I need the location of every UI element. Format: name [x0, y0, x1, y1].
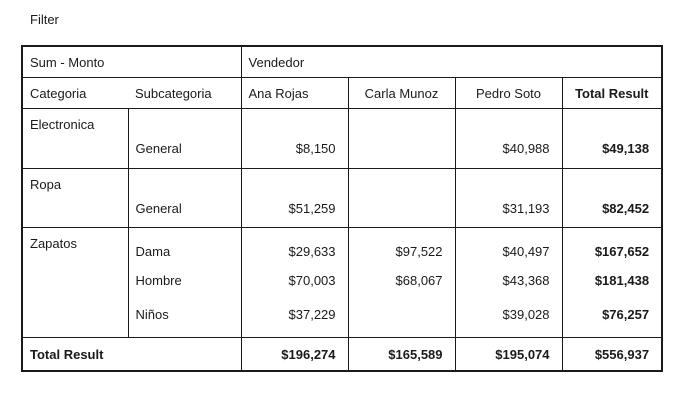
table-row — [22, 169, 662, 228]
column-header-pedro-soto[interactable]: Pedro Soto — [455, 78, 562, 109]
value-cell[interactable]: $31,193 — [455, 169, 562, 228]
row-total-cell — [562, 228, 662, 338]
row-total-cell[interactable]: $167,652 — [594, 244, 650, 259]
value-cell[interactable]: $68,067 — [395, 273, 443, 288]
value-cell[interactable]: $70,003 — [288, 273, 336, 288]
value-cell[interactable]: $8,150 — [241, 109, 348, 169]
category-cell[interactable]: Ropa — [22, 169, 128, 228]
row-total-cell[interactable]: $76,257 — [602, 307, 650, 322]
value-cell[interactable] — [349, 307, 443, 322]
grand-total-cell[interactable]: $165,589 — [348, 338, 455, 372]
subcategory-cell[interactable]: General — [128, 109, 241, 169]
value-cell — [241, 228, 348, 338]
value-cell[interactable]: $40,497 — [502, 244, 550, 259]
category-cell[interactable]: Electronica — [22, 109, 128, 169]
column-field-label[interactable]: Vendedor — [241, 46, 662, 78]
row-total-cell[interactable]: $82,452 — [562, 169, 662, 228]
subcategory-cell — [128, 228, 241, 338]
value-cell[interactable]: $37,229 — [288, 307, 336, 322]
value-cell[interactable]: $40,988 — [455, 109, 562, 169]
value-cell — [348, 228, 455, 338]
row-field-subcategoria[interactable]: Subcategoria — [128, 78, 241, 109]
pivot-header-row-2 — [22, 78, 662, 109]
column-header-ana-rojas[interactable]: Ana Rojas — [241, 78, 348, 109]
pivot-header-row-1 — [22, 46, 662, 78]
grand-total-cell[interactable]: $195,074 — [455, 338, 562, 372]
value-cell[interactable]: $51,259 — [241, 169, 348, 228]
row-field-categoria[interactable]: Categoria — [22, 78, 128, 109]
subcategory-ninos[interactable]: Niños — [135, 307, 169, 322]
value-cell[interactable]: $43,368 — [502, 273, 550, 288]
subcategory-hombre[interactable]: Hombre — [135, 273, 182, 288]
data-field-label[interactable]: Sum - Monto — [22, 46, 241, 78]
value-cell[interactable]: $39,028 — [502, 307, 550, 322]
grand-total-cell[interactable]: $196,274 — [241, 338, 348, 372]
grand-total-cell[interactable]: $556,937 — [562, 338, 662, 372]
grand-total-row — [22, 338, 662, 372]
subcategory-dama[interactable]: Dama — [135, 244, 171, 259]
category-cell[interactable]: Zapatos — [22, 228, 128, 338]
row-total-cell[interactable]: $181,438 — [594, 273, 650, 288]
value-cell[interactable] — [348, 109, 455, 169]
value-cell[interactable] — [348, 169, 455, 228]
subcategory-cell[interactable]: General — [128, 169, 241, 228]
table-row — [22, 228, 662, 338]
row-total-cell[interactable]: $49,138 — [562, 109, 662, 169]
value-cell — [455, 228, 562, 338]
value-cell[interactable]: $97,522 — [395, 244, 443, 259]
value-cell[interactable]: $29,633 — [288, 244, 336, 259]
pivot-table — [21, 45, 663, 372]
filter-label[interactable]: Filter — [30, 12, 59, 27]
column-header-carla-munoz[interactable]: Carla Munoz — [348, 78, 455, 109]
grand-total-label[interactable]: Total Result — [22, 338, 241, 372]
table-row — [22, 109, 662, 169]
column-header-total-result[interactable]: Total Result — [562, 78, 662, 109]
